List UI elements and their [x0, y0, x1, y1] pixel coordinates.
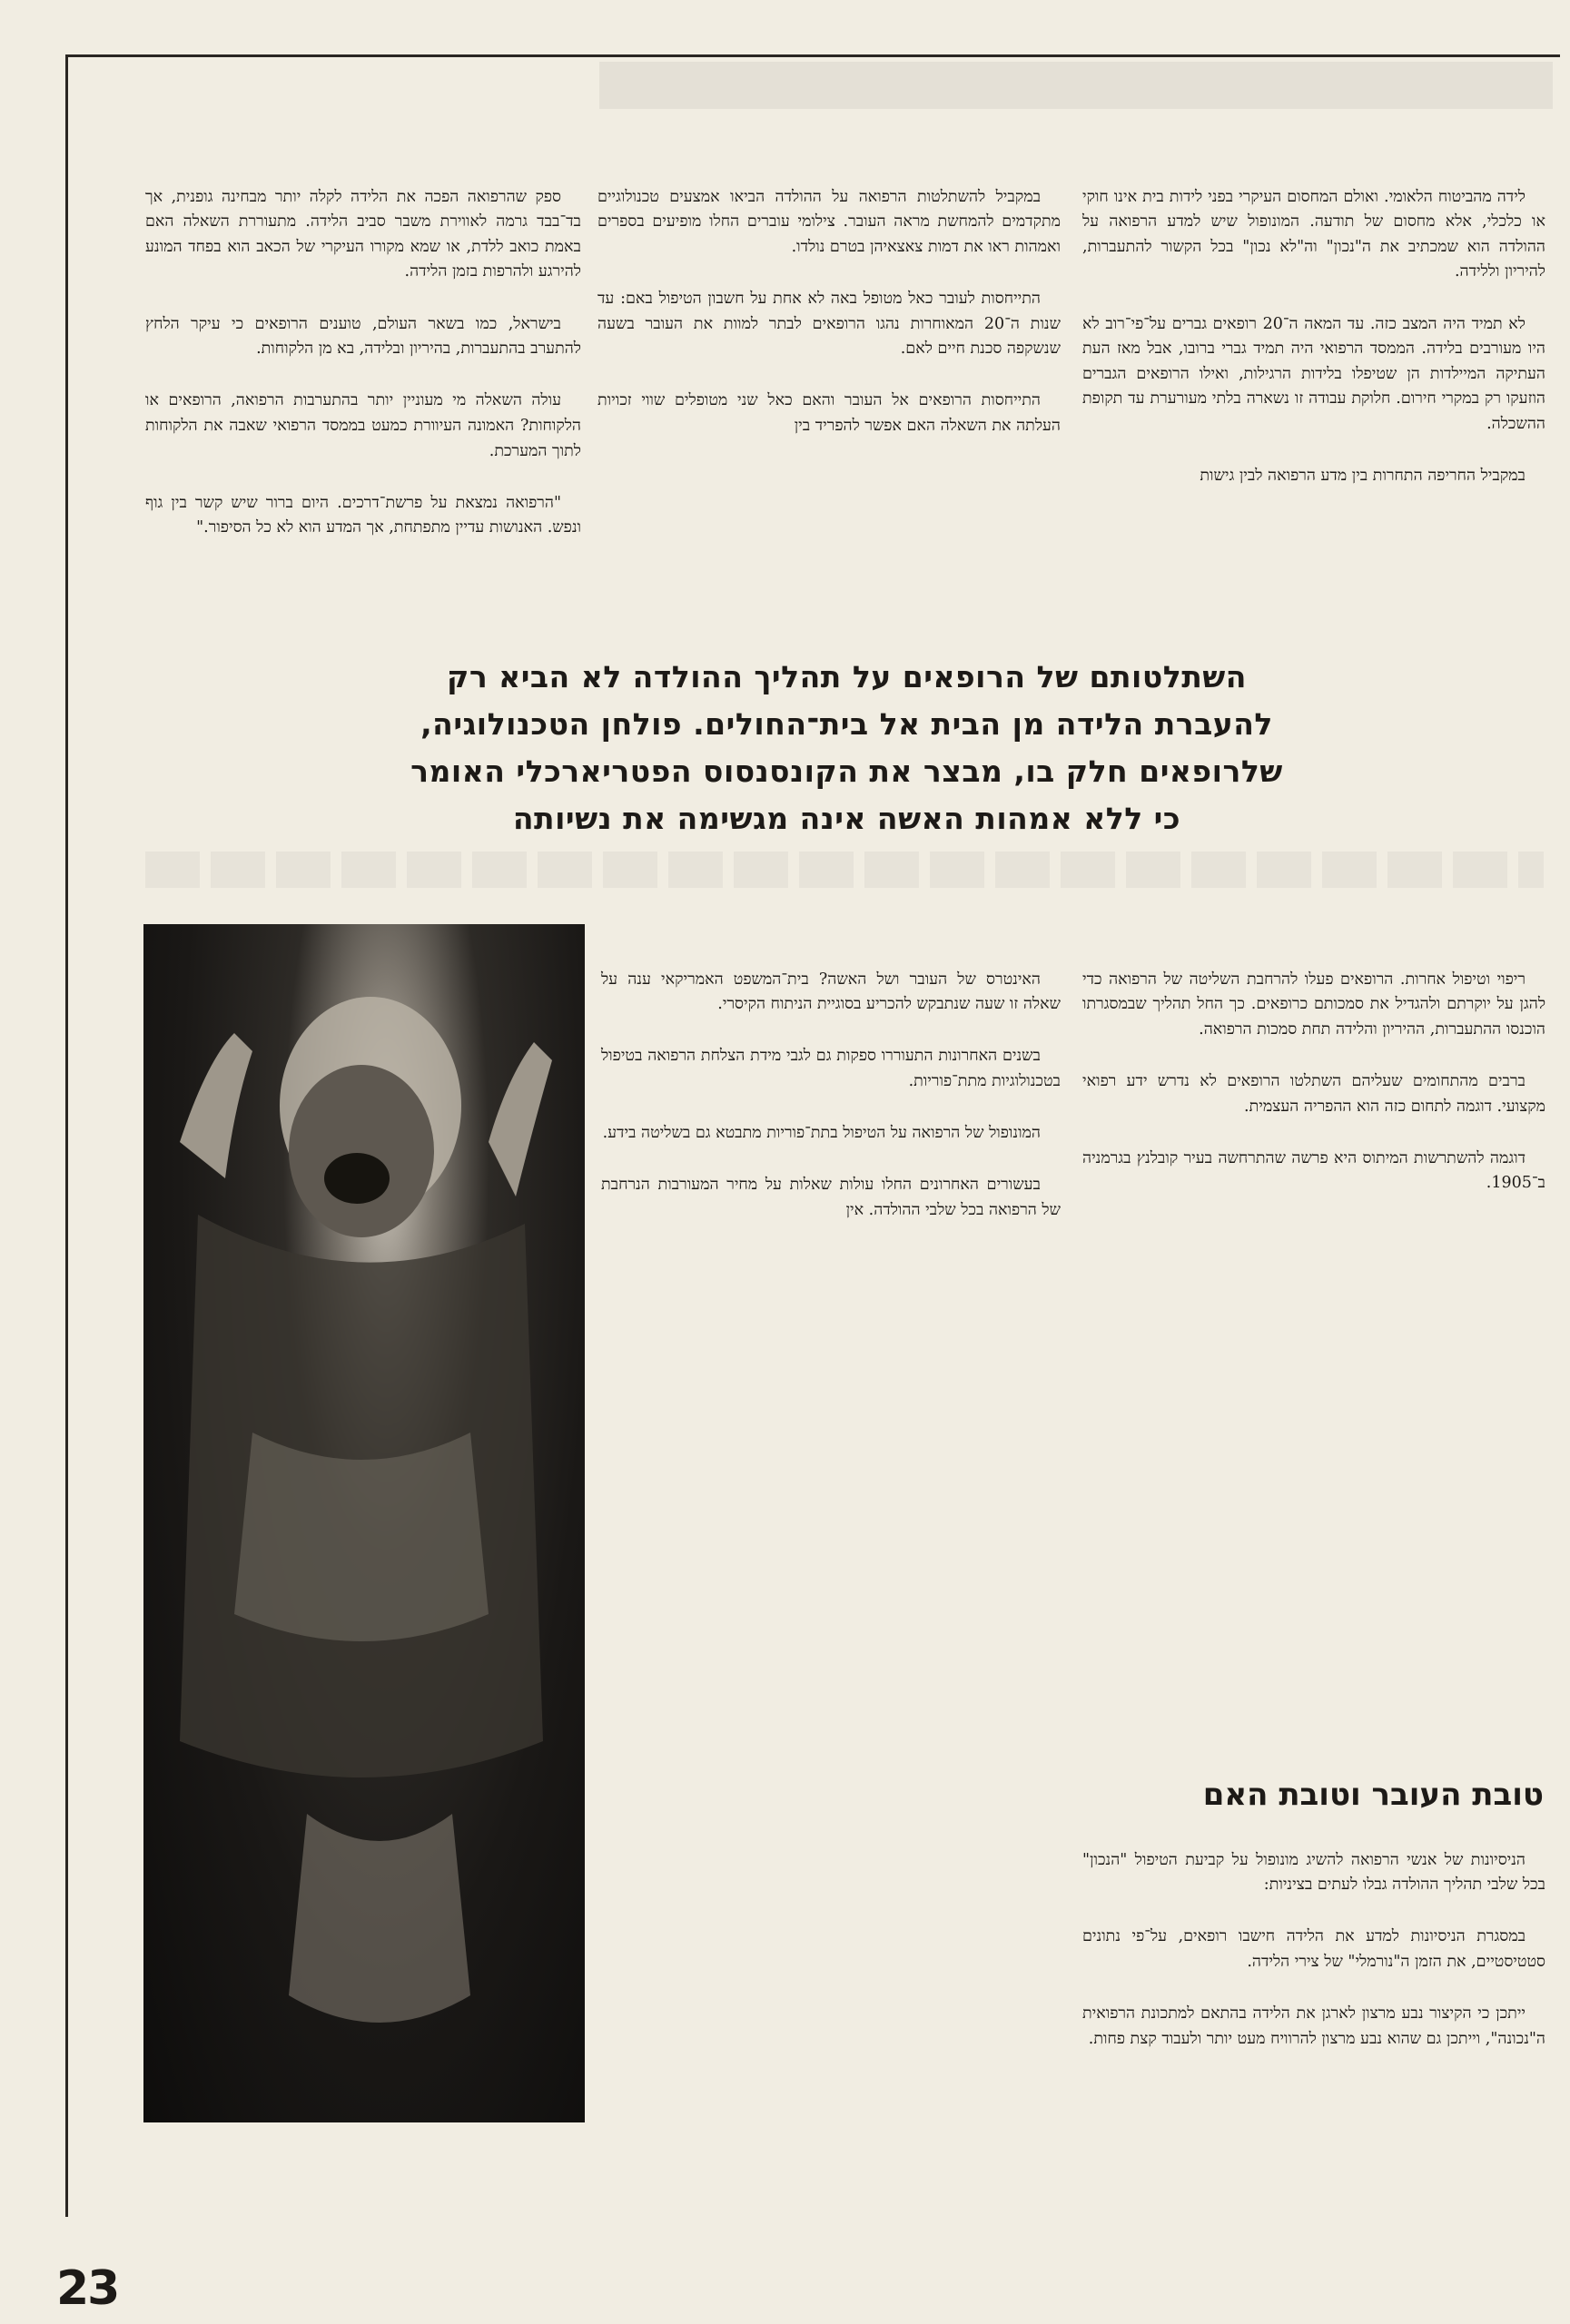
- paragraph: דוגמה להשתרשות המיתוס היא פרשה שהתרחשה בעיר קובלנץ בגרמניה ב־1905.: [1082, 1148, 1545, 1193]
- photo-illustration: [143, 924, 585, 2122]
- paragraph: לא תמיד היה המצב כזה. עד המאה ה־20 רופאים גברים על־פי־רוב לא היו מעורבים בלידה. הממסד הרפואי היה תמיד גברי ברובו, אבל מאז העת העתיקה המיילדות הן שטיפלו בלידות הרגילות, ואילו הרופאים הגברים הוזעקו רק במקרי חירום. חלוקת עבודה זו נשארה בלתי מעורערת עד תקופת ההשכלה.: [1082, 314, 1545, 433]
- page-number: 23: [56, 2261, 119, 2316]
- section-subheading: טובת העובר וטובת האם: [1202, 1777, 1544, 1813]
- paragraph: הניסיונות של אנשי הרפואה להשיג מונופול על קביעת הטיפול "הנכון" בכל שלבי תהליך ההולדה גבלו לעתים בציניות:: [1082, 1850, 1545, 1895]
- photo-woman-in-labor: [143, 924, 585, 2122]
- paragraph: "הרפואה נמצאת על פרשת־דרכים. היום ברור שיש קשר בין גוף ונפש. האנושות עדיין מתפתחת, אך המדע הוא לא כל הסיפור.": [145, 493, 581, 537]
- paragraph: בישראל, כמו בשאר העולם, טוענים הרופאים כי עיקר הלחץ להתערב בהתעברות, בהיריון ובלידה, בא מן הלקוחות.: [145, 314, 581, 359]
- paragraph: ייתכן כי הקיצור נבע מרצון לארגן את הלידה בהתאם למתכונת הרפואית ה"נכונה", וייתכן גם שהוא נבע מרצון להרוויח מעט יותר ולעבוד קצת פחות.: [1082, 2004, 1545, 2048]
- paragraph: האינטרס של העובר ושל האשה? בית־המשפט האמריקאי ענה על שאלה זו שעה שנתבקש להכריע בסוגיית הניתוח הקיסרי.: [601, 970, 1061, 1014]
- column-bottom-right: [1082, 942, 1545, 1224]
- pull-quote-line: להעברת הלידה מן הבית אל בית־החולים. פולחן הטכנולוגיה,: [420, 706, 1273, 742]
- pull-quote-line: השתלטותם של הרופאים על תהליך ההולדה לא הביא רק: [447, 659, 1247, 694]
- paragraph: עולה השאלה מי מעוניין יותר בהתערבות הרפואה, הרופאים או הלקוחות? האמונה העיוורת כמעט בממסד הרפואי שאבה את הלקוחות לתוך המערכת.: [145, 391, 581, 460]
- show-through-shadow: [145, 852, 1544, 888]
- column-bottom-right-continued: [1082, 1823, 1545, 2079]
- paragraph: ריפוי וטיפול אחרות. הרופאים פעלו להרחבת השליטה של הרפואה כדי להגן על יוקרתם ולהגדיל את סמכותם כרופאים. כך החל תהליך שבמסגרתו הוכנסו ההתעברות, ההיריון והלידה תחת סמכות הרפואה.: [1082, 970, 1545, 1039]
- paragraph: התייחסות לעובר כאל מטופל באה לא אחת על חשבון הטיפול באם: עד שנות ה־20 המאוחרות נהגו הרופאים לבתר למוות את העובר בשעה שנשקפה סכנת חיים לאם.: [597, 289, 1061, 359]
- paragraph: במקביל להשתלטות הרפואה על ההולדה הביאו אמצעים טכנולוגיים מתקדמים להמחשת מראה העובר. צילומי עוברים החלו מופיעים בספרים ואמהות ראו את דמות צאצאיהן בטרם נולדו.: [597, 187, 1061, 256]
- column-top-left: [145, 160, 581, 568]
- pull-quote: [145, 654, 1548, 842]
- header-band: [599, 62, 1553, 109]
- paragraph: המונופול של הרפואה על הטיפול בתת־פוריות מתבטא גם בשליטה בידע.: [602, 1124, 1041, 1143]
- paragraph: התייחסות הרופאים אל העובר והאם כאל שני מטופלים שווי זכויות העלתה את השאלה האם אפשר להפריד בין: [597, 391, 1061, 435]
- paragraph: ספק שהרפואה הפכה את הלידה לקלה יותר מבחינה גופנית, אך בד־בבד גרמה לאווירת משבר סביב הלידה. מתעוררת השאלה האם באמת כואב ללדת, או שמא מקורו העיקרי של הכאב הוא בפחד המונע להירגע ולהרפות בזמן הלידה.: [145, 187, 581, 281]
- pull-quote-line: כי ללא אמהות האשה אינה מגשימה את נשיותה: [512, 801, 1181, 836]
- paragraph: לידה מהביטוח הלאומי. ואולם המחסום העיקרי בפני לידות בית אינו חוקי או כלכלי, אלא מחסום של תודעה. המונופול שיש למדע הרפואה על ההולדה הוא שמכתיב את ה"נכון" וה"לא נכון" בכל הקשור להתעברות, להיריון וללידה.: [1082, 187, 1545, 281]
- column-top-middle: [597, 160, 1061, 466]
- column-top-right: [1082, 160, 1545, 516]
- paragraph: במסגרת הניסיונות למדע את הלידה חישבו רופאים, על־פי נתונים סטטיסטיים, את הזמן ה"נורמלי" של צירי הלידה.: [1082, 1927, 1545, 1971]
- paragraph: במקביל החריפה התחרות בין מדע הרפואה לבין גישות: [1200, 467, 1526, 486]
- paragraph: בשנים האחרונות התעוררו ספקות גם לגבי מידת הצלחת הרפואה בטיפול בטכנולוגיות מתת־פוריות.: [601, 1047, 1061, 1090]
- paragraph: ברבים מהתחומים שעליהם השתלטו הרופאים לא נדרש ידע רפואי מקצועי. דוגמה לתחום כזה הוא ההפריה העצמית.: [1082, 1071, 1545, 1116]
- paragraph: בעשורים האחרונים החלו עולות שאלות על מחיר המעורבות הנרחבת של הרפואה בכל שלבי ההולדה. אין: [601, 1176, 1061, 1219]
- column-bottom-middle: [601, 942, 1061, 1250]
- pull-quote-line: שלרופאים חלק בו, מבצר את הקונסנסוס הפטריארכלי האומר: [410, 753, 1283, 789]
